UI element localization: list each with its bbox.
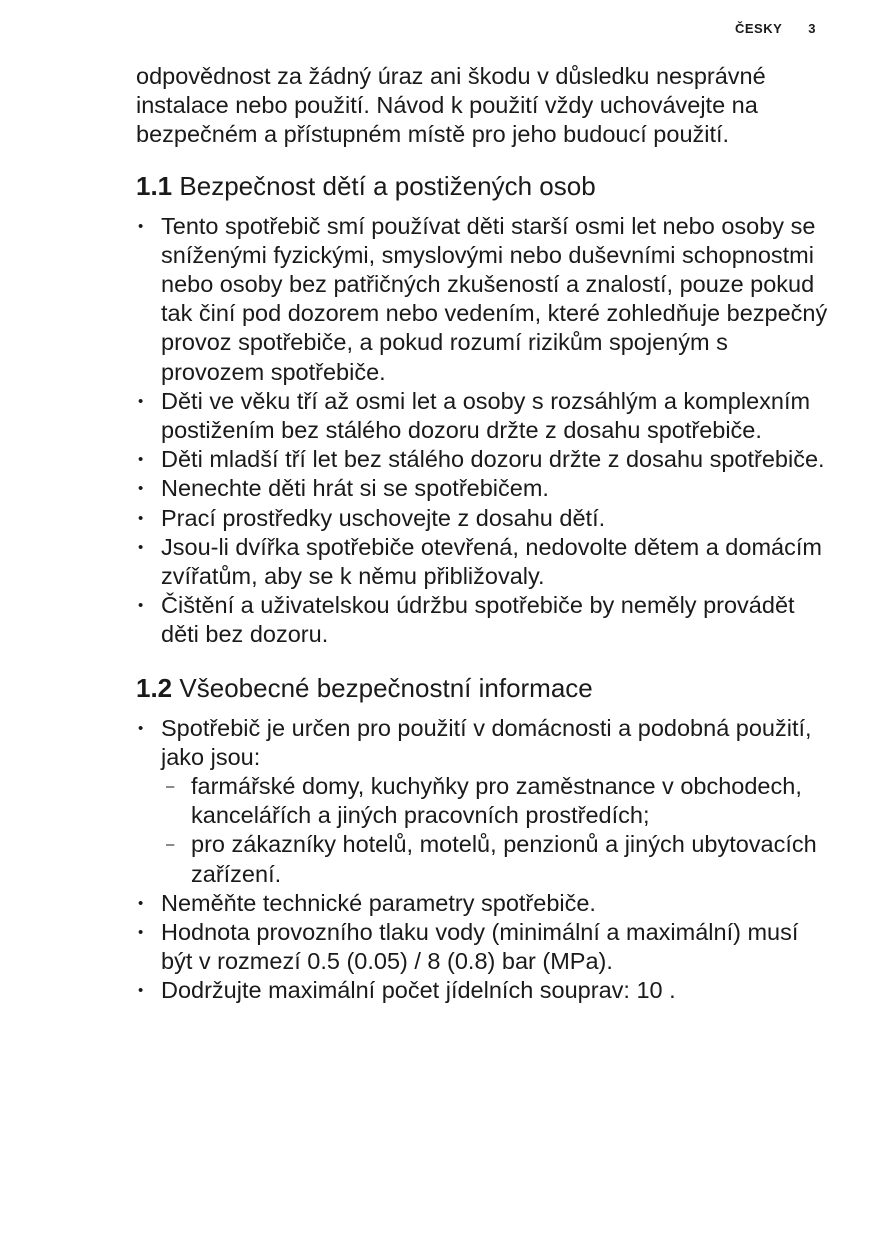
list-item: • Děti mladší tří let bez stálého dozoru držte z dosahu spotřebiče. <box>136 445 836 474</box>
sub-list <box>161 772 836 889</box>
bullet-list <box>136 212 836 650</box>
list-item: • Děti ve věku tří až osmi let a osoby s rozsáhlým a komplexním postižením bez stálého dozoru držte z dosahu spotřebiče. <box>136 387 836 445</box>
list-item: • Hodnota provozního tlaku vody (minimální a maximální) musí být v rozmezí 0.5 (0.05) / 8 (0.8) bar (MPa). <box>136 918 836 976</box>
section-heading <box>136 672 836 704</box>
language-label: ČESKY <box>734 21 783 36</box>
sub-list-item: – farmářské domy, kuchyňky pro zaměstnance v obchodech, kancelářích a jiných pracovních prostředích; <box>161 772 836 830</box>
intro-paragraph: odpovědnost za žádný úraz ani škodu v důsledku nesprávné instalace nebo použití. Návod k použití vždy uchovávejte na bezpečném a přístupném místě pro jeho budoucí použití. <box>136 63 766 148</box>
section-number: 1.1 <box>136 170 173 201</box>
section-title: Všeobecné bezpečnostní informace <box>179 672 593 703</box>
page-header <box>735 21 816 36</box>
list-item: • Prací prostředky uschovejte z dosahu dětí. <box>136 504 836 533</box>
section-number: 1.2 <box>136 672 173 703</box>
list-item: • Dodržujte maximální počet jídelních souprav: 10 . <box>136 976 836 1005</box>
list-item: • Neměňte technické parametry spotřebiče. <box>136 889 836 918</box>
section-general-safety <box>136 672 836 1006</box>
list-item: • Tento spotřebič smí používat děti starší osmi let nebo osoby se sníženými fyzickými, smyslovými nebo duševními schopnostmi nebo osoby bez patřičných zkušeností a znalostí, pouze pokud tak činí pod dozorem nebo vedením, které zohledňuje bezpečný provoz spotřebiče, a pokud rozumí rizikům spojeným s provozem spotřebiče. <box>136 212 836 387</box>
sub-list-item: – pro zákazníky hotelů, motelů, penzionů a jiných ubytovacích zařízení. <box>161 830 836 888</box>
list-item: • Jsou-li dvířka spotřebiče otevřená, nedovolte dětem a domácím zvířatům, aby se k němu přibližovaly. <box>136 533 836 591</box>
page-number: 3 <box>808 21 816 36</box>
section-child-safety <box>136 170 836 650</box>
document-body <box>136 62 836 1006</box>
list-item-text: Spotřebič je určen pro použití v domácnosti a podobná použití, jako jsou: <box>161 714 812 770</box>
list-item <box>136 714 836 889</box>
bullet-list <box>136 714 836 1006</box>
list-item: • Nenechte děti hrát si se spotřebičem. <box>136 474 836 503</box>
section-title: Bezpečnost dětí a postižených osob <box>179 170 596 201</box>
section-heading <box>136 170 836 202</box>
list-item: • Čištění a uživatelskou údržbu spotřebiče by neměly provádět děti bez dozoru. <box>136 591 836 649</box>
